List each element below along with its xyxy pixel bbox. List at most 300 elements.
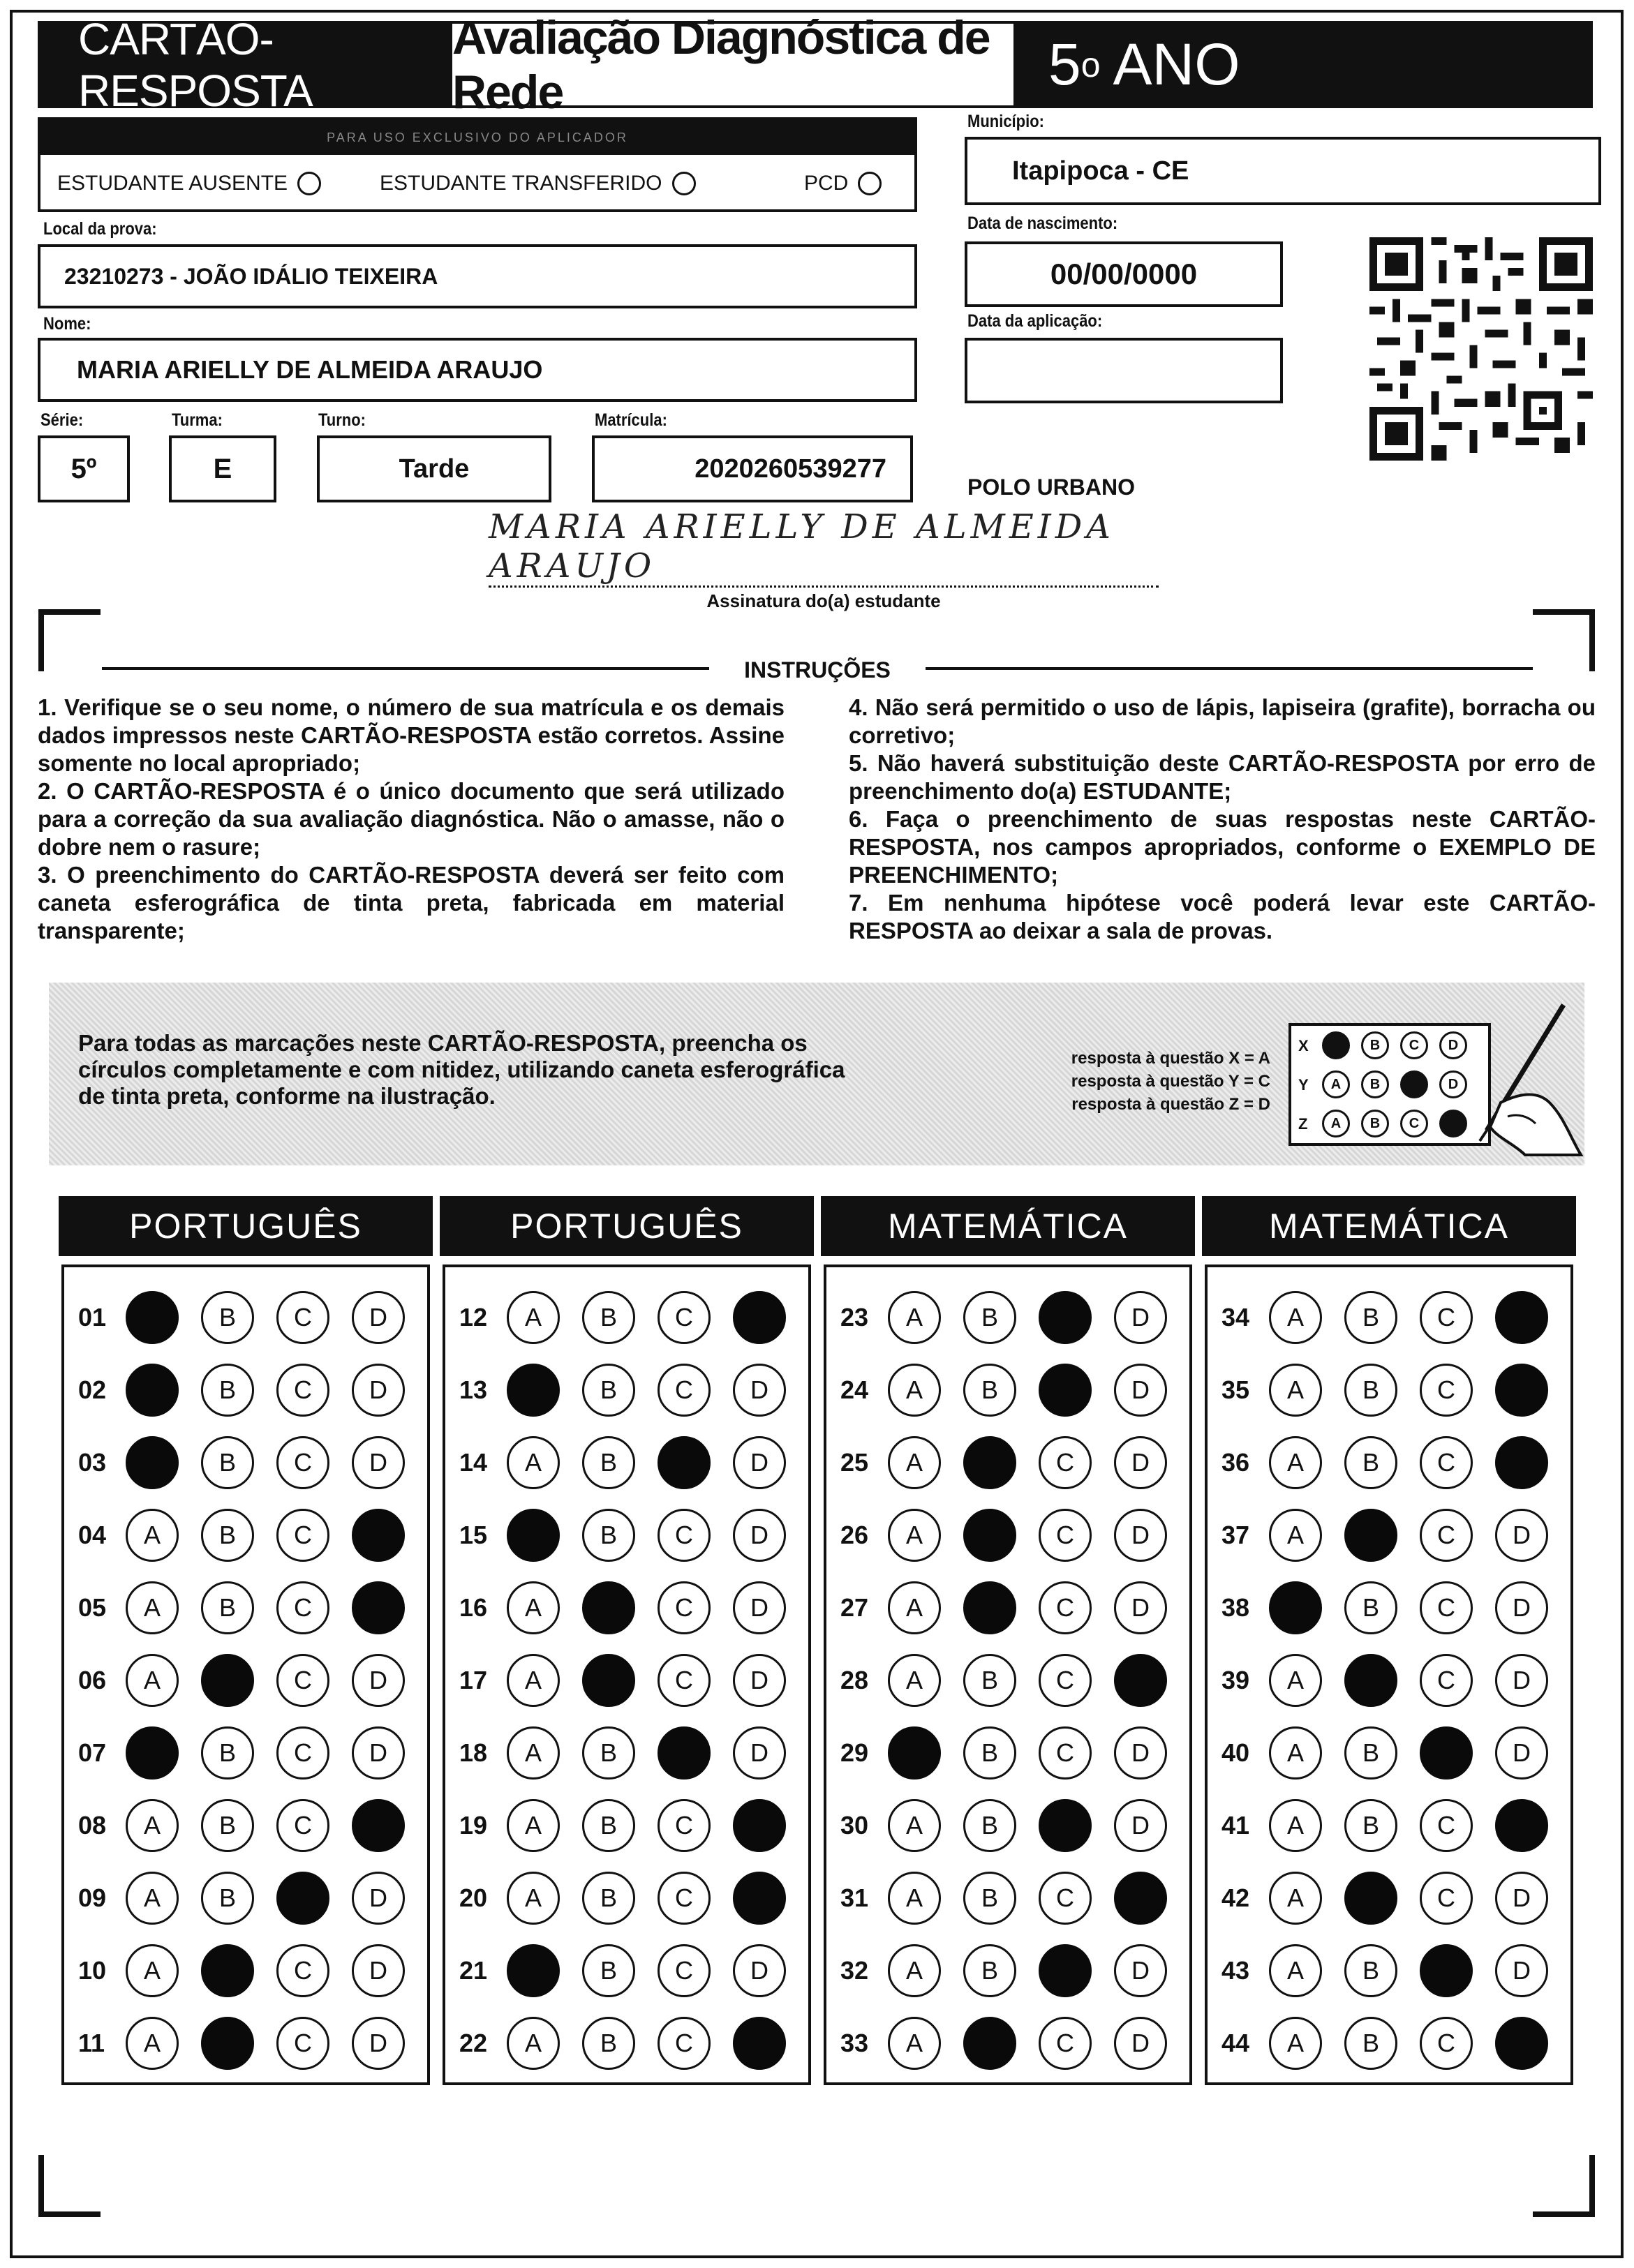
answer-bubble-01-a[interactable]	[126, 1291, 179, 1344]
example-bubble: D	[1439, 1031, 1467, 1059]
answer-bubble-01-c[interactable]: C	[276, 1291, 329, 1344]
answer-bubble-44-b[interactable]: B	[1344, 2017, 1397, 2070]
question-number: 26	[840, 1521, 869, 1549]
nascimento-label: Data de nascimento:	[967, 214, 1118, 233]
question-number: 23	[840, 1303, 869, 1331]
answer-bubble-34-c[interactable]: C	[1420, 1291, 1473, 1344]
aplicacao-field	[965, 338, 1283, 403]
question-number: 24	[840, 1375, 869, 1404]
question-number: 34	[1221, 1303, 1250, 1331]
question-number: 05	[78, 1593, 107, 1622]
answer-bubble-18-a[interactable]: A	[507, 1726, 560, 1780]
question-number: 16	[459, 1593, 488, 1622]
answer-bubble-11-c[interactable]: C	[276, 2017, 329, 2070]
answer-bubble-35-d[interactable]	[1495, 1364, 1548, 1417]
answer-bubble-18-d[interactable]: D	[733, 1726, 786, 1780]
answer-bubble-17-a[interactable]: A	[507, 1654, 560, 1707]
instructions-title: INSTRUÇÕES	[744, 657, 891, 682]
answer-bubble-40-d[interactable]: D	[1495, 1726, 1548, 1780]
example-bubble: B	[1361, 1110, 1389, 1137]
turma-label: Turma:	[172, 410, 223, 430]
answer-bubble-16-d[interactable]: D	[733, 1581, 786, 1634]
answer-bubble-18-b[interactable]: B	[582, 1726, 635, 1780]
answer-bubble-27-b[interactable]	[963, 1581, 1016, 1634]
answer-bubble-37-d[interactable]: D	[1495, 1509, 1548, 1562]
pcd-option[interactable]	[804, 172, 882, 195]
nascimento-field: 00/00/0000	[965, 241, 1283, 307]
question-number: 28	[840, 1666, 869, 1694]
answer-bubble-14-d[interactable]: D	[733, 1436, 786, 1489]
answer-bubble-18-c[interactable]	[658, 1726, 711, 1780]
answer-bubble-19-a[interactable]: A	[507, 1799, 560, 1852]
answer-bubble-42-b[interactable]	[1344, 1872, 1397, 1925]
example-row-label: X	[1298, 1037, 1309, 1054]
subject-header: PORTUGUÊS	[440, 1196, 814, 1256]
answer-bubble-09-d[interactable]: D	[352, 1872, 405, 1925]
answer-bubble-15-a[interactable]	[507, 1509, 560, 1562]
turma-field: E	[169, 435, 276, 502]
answer-bubble-06-c[interactable]: C	[276, 1654, 329, 1707]
aplicacao-label: Data da aplicação:	[967, 311, 1103, 331]
answer-bubble-16-b[interactable]	[582, 1581, 635, 1634]
question-number: 33	[840, 2029, 869, 2057]
question-number: 42	[1221, 1883, 1250, 1912]
answer-bubble-07-a[interactable]	[126, 1726, 179, 1780]
answer-bubble-36-b[interactable]: B	[1344, 1436, 1397, 1489]
answer-bubble-41-d[interactable]	[1495, 1799, 1548, 1852]
answer-bubble-17-d[interactable]: D	[733, 1654, 786, 1707]
answer-bubble-33-c[interactable]: C	[1039, 2017, 1092, 2070]
question-number: 18	[459, 1738, 488, 1767]
corner-mark-bottom-left	[38, 2155, 101, 2218]
answer-bubble-21-d[interactable]: D	[733, 1944, 786, 1997]
answer-bubble-24-c[interactable]	[1039, 1364, 1092, 1417]
transferred-option[interactable]	[380, 172, 696, 195]
example-bubble: D	[1439, 1070, 1467, 1098]
answer-bubble-32-c[interactable]	[1039, 1944, 1092, 1997]
grade-year-ordinal: o	[1080, 45, 1101, 84]
answer-bubble-31-d[interactable]	[1114, 1872, 1167, 1925]
answer-bubble-11-b[interactable]	[201, 2017, 254, 2070]
status-bar: PARA USO EXCLUSIVO DO APLICADOR	[40, 120, 914, 155]
example-bubble: A	[1322, 1070, 1350, 1098]
answer-bubble-15-c[interactable]: C	[658, 1509, 711, 1562]
question-number: 19	[459, 1811, 488, 1840]
answer-bubble-03-a[interactable]	[126, 1436, 179, 1489]
answer-bubble-02-c[interactable]: C	[276, 1364, 329, 1417]
answer-bubble-34-b[interactable]: B	[1344, 1291, 1397, 1344]
answer-bubble-44-c[interactable]: C	[1420, 2017, 1473, 2070]
answer-bubble-13-b[interactable]: B	[582, 1364, 635, 1417]
answer-bubble-28-d[interactable]	[1114, 1654, 1167, 1707]
absent-circle[interactable]	[297, 172, 321, 195]
question-number: 44	[1221, 2029, 1250, 2057]
answer-bubble-23-d[interactable]: D	[1114, 1291, 1167, 1344]
grade-year-text: ANO	[1113, 31, 1240, 97]
question-number: 39	[1221, 1666, 1250, 1694]
answer-bubble-39-a[interactable]: A	[1269, 1654, 1322, 1707]
subject-header: MATEMÁTICA	[821, 1196, 1195, 1256]
example-bubble: B	[1361, 1070, 1389, 1098]
answer-bubble-07-d[interactable]: D	[352, 1726, 405, 1780]
answer-bubble-23-c[interactable]	[1039, 1291, 1092, 1344]
grade-year	[1016, 21, 1593, 108]
answer-bubble-13-a[interactable]	[507, 1364, 560, 1417]
answer-bubble-31-c[interactable]: C	[1039, 1872, 1092, 1925]
answer-bubble-05-d[interactable]	[352, 1581, 405, 1634]
example-bubble: C	[1400, 1110, 1428, 1137]
question-number: 29	[840, 1738, 869, 1767]
answer-bubble-23-b[interactable]: B	[963, 1291, 1016, 1344]
answer-bubble-29-b[interactable]: B	[963, 1726, 1016, 1780]
answer-bubble-32-a[interactable]: A	[888, 1944, 941, 1997]
answer-bubble-10-a[interactable]: A	[126, 1944, 179, 1997]
answer-bubble-34-d[interactable]	[1495, 1291, 1548, 1344]
answer-bubble-27-d[interactable]: D	[1114, 1581, 1167, 1634]
answer-bubble-41-a[interactable]: A	[1269, 1799, 1322, 1852]
answer-bubble-04-b[interactable]: B	[201, 1509, 254, 1562]
question-number: 12	[459, 1303, 488, 1331]
answer-bubble-35-b[interactable]: B	[1344, 1364, 1397, 1417]
answer-bubble-23-a[interactable]: A	[888, 1291, 941, 1344]
municipio-label: Município:	[967, 112, 1044, 131]
question-number: 27	[840, 1593, 869, 1622]
answer-bubble-04-d[interactable]	[352, 1509, 405, 1562]
card-title-text: CARTÃO-RESPOSTA	[78, 13, 313, 116]
example-row-label: Z	[1298, 1115, 1308, 1133]
question-number: 03	[78, 1448, 107, 1477]
answer-bubble-11-a[interactable]: A	[126, 2017, 179, 2070]
pcd-label: PCD	[804, 172, 849, 195]
answer-bubble-12-d[interactable]	[733, 1291, 786, 1344]
answer-bubble-36-c[interactable]: C	[1420, 1436, 1473, 1489]
answer-bubble-16-c[interactable]: C	[658, 1581, 711, 1634]
answer-bubble-22-d[interactable]	[733, 2017, 786, 2070]
answer-bubble-40-c[interactable]	[1420, 1726, 1473, 1780]
question-number: 35	[1221, 1375, 1250, 1404]
question-number: 17	[459, 1666, 488, 1694]
instructions-rule-left	[102, 667, 709, 670]
answer-bubble-36-d[interactable]	[1495, 1436, 1548, 1489]
instruction-item: 1. Verifique se o seu nome, o número de sua matrícula e os demais dados impressos neste CARTÃO-RESPOSTA estão corretos. Assine somente no local apropriado;	[38, 694, 785, 776]
instruction-item: 5. Não haverá substituição deste CARTÃO-RESPOSTA por erro de preenchimento do(a) ESTUDANTE;	[849, 750, 1596, 804]
question-number: 25	[840, 1448, 869, 1477]
example-bubble: C	[1400, 1031, 1428, 1059]
answer-bubble-33-d[interactable]: D	[1114, 2017, 1167, 2070]
instruction-item: 6. Faça o preenchimento de suas respostas neste CARTÃO-RESPOSTA, nos campos apropriados, conforme o EXEMPLO DE PREENCHIMENTO;	[849, 806, 1596, 888]
answer-bubble-21-b[interactable]: B	[582, 1944, 635, 1997]
answer-bubble-43-a[interactable]: A	[1269, 1944, 1322, 1997]
answer-bubble-32-b[interactable]: B	[963, 1944, 1016, 1997]
question-number: 20	[459, 1883, 488, 1912]
answer-bubble-31-b[interactable]: B	[963, 1872, 1016, 1925]
question-number: 32	[840, 1956, 869, 1985]
answer-bubble-07-c[interactable]: C	[276, 1726, 329, 1780]
local-label: Local da prova:	[43, 219, 157, 239]
answer-bubble-30-b[interactable]: B	[963, 1799, 1016, 1852]
matricula-label: Matrícula:	[595, 410, 667, 430]
answer-bubble-43-c[interactable]	[1420, 1944, 1473, 1997]
instruction-item: 4. Não será permitido o uso de lápis, lapiseira (grafite), borracha ou corretivo;	[849, 694, 1596, 748]
example-bubble: A	[1322, 1110, 1350, 1137]
answer-bubble-05-b[interactable]: B	[201, 1581, 254, 1634]
answer-bubble-21-c[interactable]: C	[658, 1944, 711, 1997]
answer-bubble-43-b[interactable]: B	[1344, 1944, 1397, 1997]
question-number: 40	[1221, 1738, 1250, 1767]
answer-bubble-30-d[interactable]: D	[1114, 1799, 1167, 1852]
answer-bubble-19-b[interactable]: B	[582, 1799, 635, 1852]
question-number: 06	[78, 1666, 107, 1694]
answer-bubble-24-d[interactable]: D	[1114, 1364, 1167, 1417]
answer-bubble-06-a[interactable]: A	[126, 1654, 179, 1707]
question-number: 21	[459, 1956, 488, 1985]
card-title	[38, 13, 450, 116]
answer-bubble-12-a[interactable]: A	[507, 1291, 560, 1344]
answer-bubble-09-b[interactable]: B	[201, 1872, 254, 1925]
answer-bubble-10-b[interactable]	[201, 1944, 254, 1997]
answer-bubble-25-b[interactable]	[963, 1436, 1016, 1489]
example-text: Para todas as marcações neste CARTÃO-RESPOSTA, preencha os círculos completamente e com nitidez, utilizando caneta esferográfica de tinta preta, conforme na ilustração.	[78, 1030, 845, 1109]
answer-bubble-24-a[interactable]: A	[888, 1364, 941, 1417]
answer-bubble-17-b[interactable]	[582, 1654, 635, 1707]
answer-bubble-08-b[interactable]: B	[201, 1799, 254, 1852]
example-lines	[991, 1047, 1270, 1116]
question-number: 15	[459, 1521, 488, 1549]
answer-bubble-09-a[interactable]: A	[126, 1872, 179, 1925]
answer-bubble-13-d[interactable]: D	[733, 1364, 786, 1417]
answer-bubble-26-a[interactable]: A	[888, 1509, 941, 1562]
answer-bubble-44-a[interactable]: A	[1269, 2017, 1322, 2070]
answer-bubble-39-d[interactable]: D	[1495, 1654, 1548, 1707]
answer-bubble-36-a[interactable]: A	[1269, 1436, 1322, 1489]
answer-bubble-19-d[interactable]	[733, 1799, 786, 1852]
example-bubble	[1322, 1031, 1350, 1059]
answer-bubble-14-c[interactable]	[658, 1436, 711, 1489]
instructions-right-column	[849, 694, 1596, 945]
answer-bubble-12-b[interactable]: B	[582, 1291, 635, 1344]
answer-bubble-30-c[interactable]	[1039, 1799, 1092, 1852]
question-number: 04	[78, 1521, 107, 1549]
answer-bubble-28-b[interactable]: B	[963, 1654, 1016, 1707]
municipio-field: Itapipoca - CE	[965, 137, 1601, 205]
question-number: 22	[459, 2029, 488, 2057]
pen-hand-icon	[1459, 998, 1584, 1158]
answer-bubble-34-a[interactable]: A	[1269, 1291, 1322, 1344]
question-number: 38	[1221, 1593, 1250, 1622]
answer-bubble-06-b[interactable]	[201, 1654, 254, 1707]
answer-bubble-08-d[interactable]	[352, 1799, 405, 1852]
answer-bubble-38-d[interactable]: D	[1495, 1581, 1548, 1634]
answer-bubble-07-b[interactable]: B	[201, 1726, 254, 1780]
answer-bubble-26-d[interactable]: D	[1114, 1509, 1167, 1562]
matricula-field: 2020260539277	[592, 435, 913, 502]
example-row-label: Y	[1298, 1076, 1309, 1094]
answer-bubble-20-d[interactable]	[733, 1872, 786, 1925]
answer-bubble-20-a[interactable]: A	[507, 1872, 560, 1925]
answer-bubble-43-d[interactable]: D	[1495, 1944, 1548, 1997]
answer-bubble-25-a[interactable]: A	[888, 1436, 941, 1489]
serie-label: Série:	[40, 410, 84, 430]
answer-bubble-39-b[interactable]	[1344, 1654, 1397, 1707]
polo-label: POLO URBANO	[967, 475, 1135, 500]
answer-bubble-24-b[interactable]: B	[963, 1364, 1016, 1417]
answer-bubble-09-c[interactable]	[276, 1872, 329, 1925]
answer-bubble-10-d[interactable]: D	[352, 1944, 405, 1997]
example-bubble	[1400, 1070, 1428, 1098]
answer-bubble-38-a[interactable]	[1269, 1581, 1322, 1634]
question-number: 07	[78, 1738, 107, 1767]
answer-bubble-27-a[interactable]: A	[888, 1581, 941, 1634]
answer-bubble-33-b[interactable]	[963, 2017, 1016, 2070]
answer-bubble-11-d[interactable]: D	[352, 2017, 405, 2070]
nome-label: Nome:	[43, 314, 91, 334]
answer-bubble-02-a[interactable]	[126, 1364, 179, 1417]
serie-field: 5º	[38, 435, 130, 502]
instruction-item: 2. O CARTÃO-RESPOSTA é o único documento que será utilizado para a correção da sua avaliação diagnóstica. Não o amasse, não o dobre nem o rasure;	[38, 778, 785, 860]
answer-bubble-12-c[interactable]: C	[658, 1291, 711, 1344]
answer-bubble-19-c[interactable]: C	[658, 1799, 711, 1852]
instruction-item: 7. Em nenhuma hipótese você poderá levar este CARTÃO-RESPOSTA ao deixar a sala de provas.	[849, 890, 1596, 943]
answer-bubble-08-c[interactable]: C	[276, 1799, 329, 1852]
answer-bubble-29-c[interactable]: C	[1039, 1726, 1092, 1780]
example-line: resposta à questão Z = D	[1071, 1095, 1270, 1114]
subject-header: MATEMÁTICA	[1202, 1196, 1576, 1256]
answer-bubble-28-c[interactable]: C	[1039, 1654, 1092, 1707]
signature-line: MARIA ARIELLY DE ALMEIDA ARAUJO	[489, 537, 1159, 588]
answer-bubble-02-d[interactable]: D	[352, 1364, 405, 1417]
answer-bubble-13-c[interactable]: C	[658, 1364, 711, 1417]
transferred-circle[interactable]	[672, 172, 696, 195]
status-box	[38, 117, 917, 212]
answer-bubble-26-b[interactable]	[963, 1509, 1016, 1562]
answer-bubble-14-a[interactable]: A	[507, 1436, 560, 1489]
qr-code	[1369, 237, 1593, 461]
subject-header: PORTUGUÊS	[59, 1196, 433, 1256]
transferred-label: ESTUDANTE TRANSFERIDO	[380, 172, 662, 195]
answer-bubble-22-c[interactable]: C	[658, 2017, 711, 2070]
question-number: 10	[78, 1956, 107, 1985]
answer-bubble-02-b[interactable]: B	[201, 1364, 254, 1417]
answer-bubble-26-c[interactable]: C	[1039, 1509, 1092, 1562]
answer-bubble-32-d[interactable]: D	[1114, 1944, 1167, 1997]
answer-bubble-04-c[interactable]: C	[276, 1509, 329, 1562]
answer-bubble-42-d[interactable]: D	[1495, 1872, 1548, 1925]
answer-bubble-16-a[interactable]: A	[507, 1581, 560, 1634]
answer-bubble-05-c[interactable]: C	[276, 1581, 329, 1634]
answer-bubble-01-b[interactable]: B	[201, 1291, 254, 1344]
answer-bubble-28-a[interactable]: A	[888, 1654, 941, 1707]
question-number: 43	[1221, 1956, 1250, 1985]
answer-bubble-03-c[interactable]: C	[276, 1436, 329, 1489]
answer-bubble-44-d[interactable]	[1495, 2017, 1548, 2070]
pcd-circle[interactable]	[858, 172, 882, 195]
answer-bubble-40-b[interactable]: B	[1344, 1726, 1397, 1780]
question-number: 30	[840, 1811, 869, 1840]
answer-bubble-21-a[interactable]	[507, 1944, 560, 1997]
answer-bubble-01-d[interactable]: D	[352, 1291, 405, 1344]
nome-field: MARIA ARIELLY DE ALMEIDA ARAUJO	[38, 338, 917, 402]
answer-bubble-42-a[interactable]: A	[1269, 1872, 1322, 1925]
absent-label: ESTUDANTE AUSENTE	[57, 172, 288, 195]
answer-bubble-39-c[interactable]: C	[1420, 1654, 1473, 1707]
answer-bubble-37-c[interactable]: C	[1420, 1509, 1473, 1562]
example-line: resposta à questão Y = C	[1071, 1072, 1270, 1091]
instructions-rule-right	[926, 667, 1533, 670]
question-number: 01	[78, 1303, 107, 1331]
answer-bubble-15-d[interactable]: D	[733, 1509, 786, 1562]
example-bubble: B	[1361, 1031, 1389, 1059]
absent-option[interactable]	[57, 172, 321, 195]
answer-bubble-14-b[interactable]: B	[582, 1436, 635, 1489]
answer-bubble-29-d[interactable]: D	[1114, 1726, 1167, 1780]
answer-bubble-22-a[interactable]: A	[507, 2017, 560, 2070]
question-number: 02	[78, 1375, 107, 1404]
question-number: 13	[459, 1375, 488, 1404]
answer-bubble-38-c[interactable]: C	[1420, 1581, 1473, 1634]
answer-bubble-41-c[interactable]: C	[1420, 1799, 1473, 1852]
answer-bubble-17-c[interactable]: C	[658, 1654, 711, 1707]
answer-bubble-20-b[interactable]: B	[582, 1872, 635, 1925]
answer-bubble-15-b[interactable]: B	[582, 1509, 635, 1562]
answer-bubble-03-d[interactable]: D	[352, 1436, 405, 1489]
answer-bubble-31-a[interactable]: A	[888, 1872, 941, 1925]
answer-bubble-10-c[interactable]: C	[276, 1944, 329, 1997]
corner-mark-bottom-right	[1533, 2155, 1596, 2218]
exam-name: Avaliação Diagnóstica de Rede	[450, 21, 1016, 108]
answer-bubble-04-a[interactable]: A	[126, 1509, 179, 1562]
answer-bubble-25-c[interactable]: C	[1039, 1436, 1092, 1489]
answer-bubble-25-d[interactable]: D	[1114, 1436, 1167, 1489]
answer-bubble-37-a[interactable]: A	[1269, 1509, 1322, 1562]
answer-bubble-20-c[interactable]: C	[658, 1872, 711, 1925]
grade-year-number: 5	[1048, 31, 1081, 97]
example-line: resposta à questão X = A	[1071, 1049, 1270, 1068]
instructions-left-column	[38, 694, 785, 945]
turno-field: Tarde	[317, 435, 551, 502]
answer-bubble-29-a[interactable]	[888, 1726, 941, 1780]
question-number: 11	[78, 2029, 105, 2057]
answer-bubble-33-a[interactable]: A	[888, 2017, 941, 2070]
question-number: 41	[1221, 1811, 1250, 1840]
corner-mark-top-right	[1533, 609, 1596, 671]
answer-bubble-03-b[interactable]: B	[201, 1436, 254, 1489]
answer-bubble-40-a[interactable]: A	[1269, 1726, 1322, 1780]
question-number: 14	[459, 1448, 488, 1477]
instruction-item: 3. O preenchimento do CARTÃO-RESPOSTA deverá ser feito com caneta esferográfica de tinta preta, fabricada em material transparente;	[38, 862, 785, 943]
answer-bubble-42-c[interactable]: C	[1420, 1872, 1473, 1925]
question-number: 36	[1221, 1448, 1250, 1477]
answer-bubble-27-c[interactable]: C	[1039, 1581, 1092, 1634]
answer-bubble-37-b[interactable]	[1344, 1509, 1397, 1562]
answer-bubble-35-c[interactable]: C	[1420, 1364, 1473, 1417]
answer-bubble-22-b[interactable]: B	[582, 2017, 635, 2070]
question-number: 09	[78, 1883, 107, 1912]
question-number: 08	[78, 1811, 107, 1840]
answer-bubble-08-a[interactable]: A	[126, 1799, 179, 1852]
signature-caption: Assinatura do(a) estudante	[706, 590, 941, 611]
question-number: 37	[1221, 1521, 1250, 1549]
turno-label: Turno:	[318, 410, 366, 430]
answer-bubble-06-d[interactable]: D	[352, 1654, 405, 1707]
answer-bubble-05-a[interactable]: A	[126, 1581, 179, 1634]
answer-bubble-30-a[interactable]: A	[888, 1799, 941, 1852]
corner-mark-top-left	[38, 609, 101, 671]
answer-bubble-41-b[interactable]: B	[1344, 1799, 1397, 1852]
answer-bubble-38-b[interactable]: B	[1344, 1581, 1397, 1634]
answer-bubble-35-a[interactable]: A	[1269, 1364, 1322, 1417]
question-number: 31	[840, 1883, 869, 1912]
local-field: 23210273 - JOÃO IDÁLIO TEIXEIRA	[38, 244, 917, 308]
